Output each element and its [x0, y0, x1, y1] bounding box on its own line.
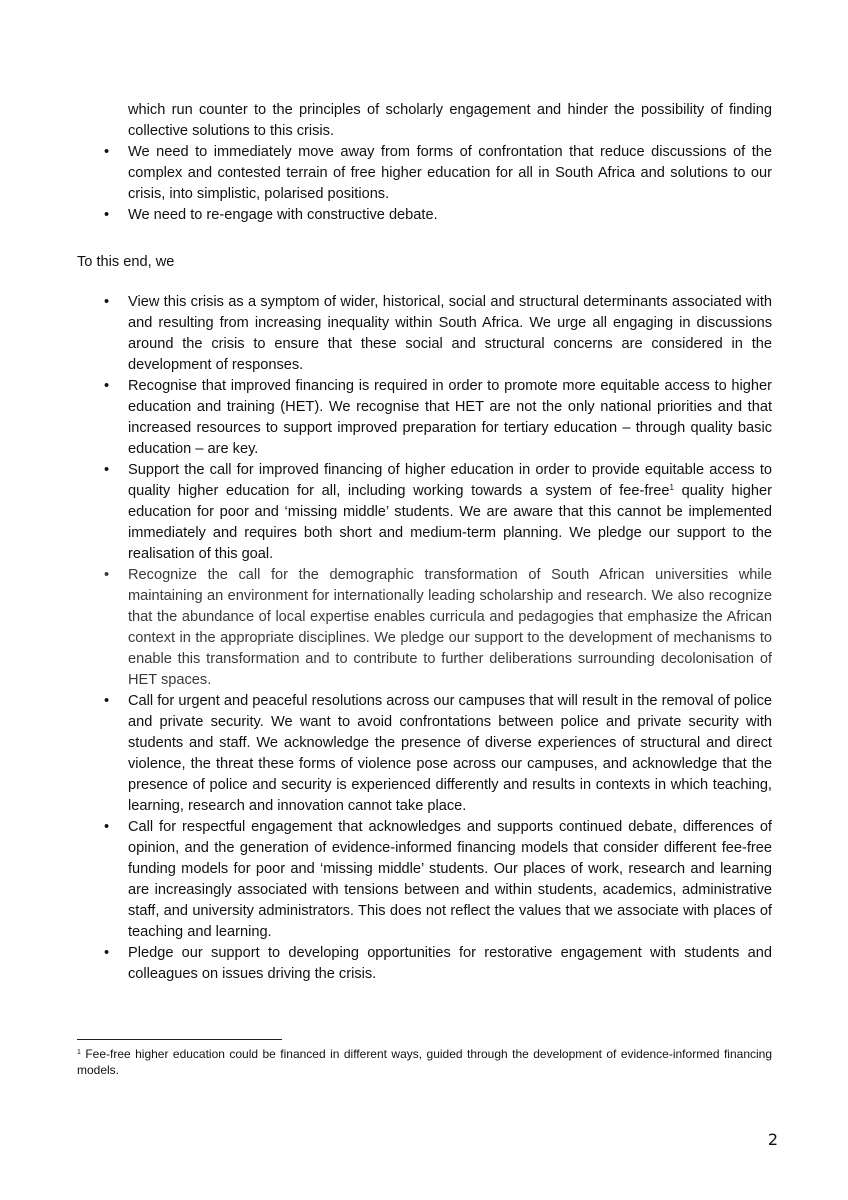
- list-item: [100, 205, 772, 226]
- list-item: [100, 292, 772, 376]
- page-number: 2: [767, 1130, 778, 1149]
- list-item: [100, 817, 772, 943]
- bullet-icon: •: [104, 567, 110, 583]
- list-item: [100, 565, 772, 691]
- footnote-reference: 1: [669, 483, 674, 492]
- main-bullet-list: [100, 292, 772, 985]
- bullet-icon: •: [104, 207, 110, 223]
- top-bullet-list: [100, 100, 772, 226]
- list-item-text: We need to re-engage with constructive debate.: [128, 207, 438, 223]
- footnote-divider: [77, 1039, 282, 1040]
- bullet-icon: •: [104, 945, 110, 961]
- list-item: [100, 691, 772, 817]
- footnote-marker: 1: [77, 1049, 81, 1056]
- footnote: [77, 1046, 772, 1078]
- list-item-text: View this crisis as a symptom of wider, historical, social and structural determinants associated with and resulting from increasing inequality within South Africa. We urge all engaging in discussions around the crisis to ensure that these social and structural concerns are considered in the development of responses.: [128, 294, 772, 373]
- bullet-icon: •: [104, 819, 110, 835]
- list-item-text: Call for respectful engagement that acknowledges and supports continued debate, differences of opinion, and the generation of evidence-informed financing models that consider different fee-free funding models for poor and ‘missing middle’ students. Our places of work, research and learning are increasingly associated with tensions between and within students, academics, administrative staff, and university administrators. This does not reflect the values that we associate with places of teaching and learning.: [128, 819, 772, 940]
- list-item: [100, 142, 772, 205]
- list-item-text: Call for urgent and peaceful resolutions across our campuses that will result in the removal of police and private security. We want to avoid confrontations between police and private security with students and staff. We acknowledge the presence of diverse experiences of structural and direct violence, the threat these forms of violence pose across our campuses, and acknowledge that the presence of police and security is experienced differently and results in contexts in which teaching, learning, research and innovation cannot take place.: [128, 693, 772, 814]
- continued-list-text: [100, 100, 772, 142]
- lead-in-text: To this end, we: [77, 254, 175, 270]
- list-item-text-part: quality higher education for poor and ‘missing middle’ students. We are aware that this cannot be implemented immediately and requires both short and medium-term planning. We pledge our support to the realisation of this goal.: [128, 483, 772, 562]
- list-item-text-part: Support the call for improved financing of higher education in order to provide equitable access to quality higher education for all, including working towards a system of fee-free: [128, 462, 772, 499]
- list-item-text: Pledge our support to developing opportunities for restorative engagement with students and colleagues on issues driving the crisis.: [128, 945, 772, 982]
- bullet-icon: •: [104, 144, 110, 160]
- bullet-icon: •: [104, 462, 110, 478]
- list-item: [100, 376, 772, 460]
- bullet-icon: •: [104, 378, 110, 394]
- bullet-icon: •: [104, 693, 110, 709]
- list-item-text: We need to immediately move away from forms of confrontation that reduce discussions of the complex and contested terrain of free higher education for all in South Africa and solutions to our crisis, into simplistic, polarised positions.: [128, 144, 772, 202]
- list-item: [100, 943, 772, 985]
- list-item-text: Recognise that improved financing is required in order to promote more equitable access to higher education and training (HET). We recognise that HET are not the only national priorities and that increased resources to support improved preparation for tertiary education – through quality basic education – are key.: [128, 378, 772, 457]
- list-item-text: Recognize the call for the demographic transformation of South African universities while maintaining an environment for internationally leading scholarship and research. We also recognize that the abundance of local expertise enables curricula and pedagogies that emphasize the African context in the appropriate disciplines. We pledge our support to the development of mechanisms to enable this transformation and to contribute to further deliberations surrounding decolonisation of HET spaces.: [128, 567, 772, 688]
- bullet-icon: •: [104, 294, 110, 310]
- list-item: [100, 460, 772, 565]
- continued-text: which run counter to the principles of scholarly engagement and hinder the possibility of finding collective solutions to this crisis.: [128, 102, 772, 139]
- footnote-text: Fee-free higher education could be financed in different ways, guided through the development of evidence-informed financing models.: [77, 1047, 772, 1077]
